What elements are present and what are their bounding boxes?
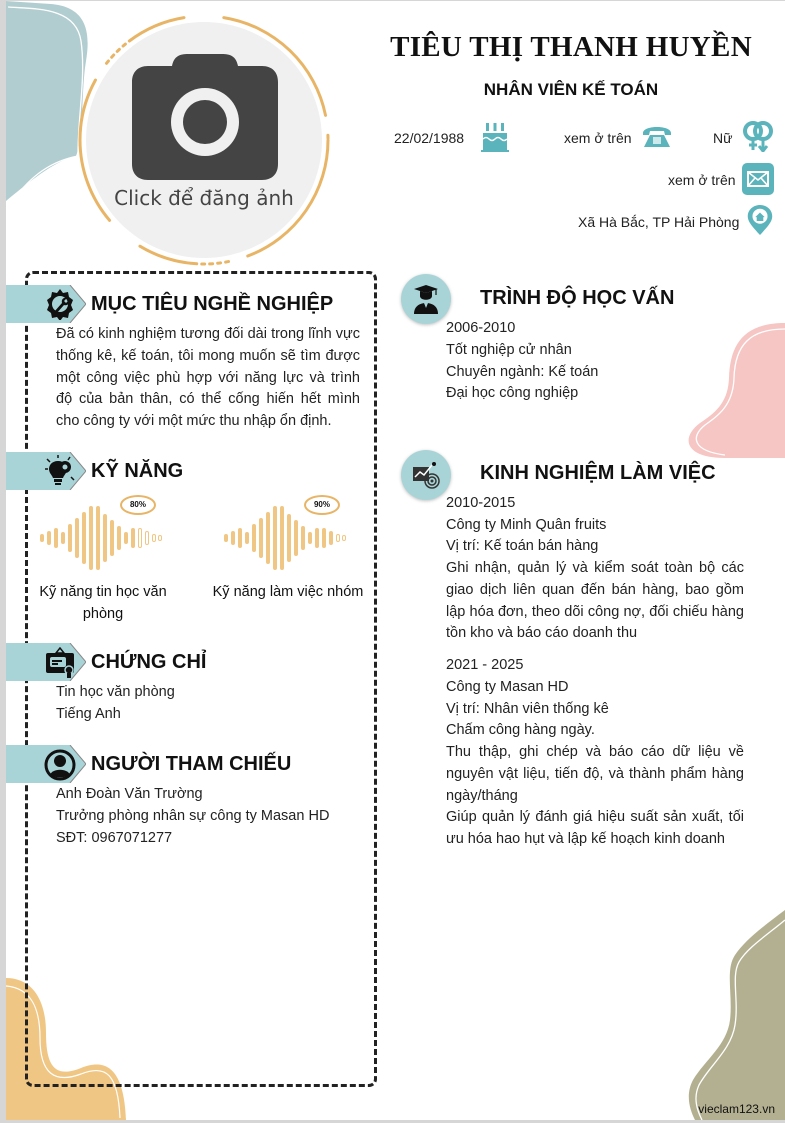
skill-percent-badge: 90% — [304, 495, 340, 515]
email-icon — [742, 163, 774, 195]
camera-icon — [132, 52, 278, 180]
upload-photo-button[interactable] — [86, 22, 322, 258]
job-position: Vị trí: Kế toán bán hàng — [446, 538, 599, 554]
reference-line: SĐT: 0967071277 — [56, 830, 173, 846]
education-icon-badge — [401, 274, 451, 324]
job-detail: Thu thập, ghi chép và báo cáo dữ liệu về nguyên vật liệu, tiến độ, và thành phẩm hàng ngày/tháng — [446, 744, 744, 804]
business-chart-icon — [412, 461, 440, 489]
certificate-icon — [44, 647, 76, 679]
section-title-experience: KINH NGHIỆM LÀM VIỆC — [480, 462, 716, 484]
certificate-item: Tin học văn phòng — [56, 684, 175, 700]
section-title-certificates: CHỨNG CHỈ — [91, 651, 207, 673]
skills-lightbulb-icon — [44, 455, 76, 487]
location-icon — [744, 204, 776, 236]
section-title-objective: MỤC TIÊU NGHỀ NGHIỆP — [91, 293, 334, 315]
email-value: xem ở trên — [668, 172, 736, 188]
cv-page — [6, 1, 785, 1120]
job-period: 2021 - 2025 — [446, 657, 524, 673]
education-line: Chuyên ngành: Kế toán — [446, 364, 599, 380]
skill-level-waveform — [40, 506, 162, 570]
skill-name: Kỹ năng làm việc nhóm — [212, 584, 364, 600]
reference-person-icon — [44, 749, 76, 781]
address-value: Xã Hà Bắc, TP Hải Phòng — [578, 214, 740, 230]
section-title-education: TRÌNH ĐỘ HỌC VẤN — [480, 287, 675, 309]
watermark: vieclam123.vn — [698, 1102, 775, 1116]
career-objective-icon — [44, 288, 76, 320]
job-title: NHÂN VIÊN KẾ TOÁN — [483, 80, 659, 99]
skill-percent-badge: 80% — [120, 495, 156, 515]
job-company: Công ty Minh Quân fruits — [446, 517, 607, 533]
cake-icon — [479, 121, 511, 153]
photo-caption: Click để đăng ảnh — [114, 186, 294, 210]
candidate-name: TIÊU THỊ THANH HUYỀN — [390, 31, 752, 63]
decor-blob-pink — [685, 323, 785, 458]
education-line: Đại học công nghiệp — [446, 385, 579, 401]
education-line: 2006-2010 — [446, 320, 516, 336]
job-detail: Chấm công hàng ngày. — [446, 722, 595, 738]
reference-line: Trưởng phòng nhân sự công ty Masan HD — [56, 808, 330, 824]
section-title-references: NGƯỜI THAM CHIẾU — [91, 753, 292, 775]
gender-icon — [742, 120, 774, 152]
reference-line: Anh Đoàn Văn Trường — [56, 786, 203, 802]
skill-name: Kỹ năng tin học văn phòng — [39, 584, 167, 622]
experience-icon-badge — [401, 450, 451, 500]
skill-level-waveform — [224, 506, 346, 570]
job-position: Vị trí: Nhân viên thống kê — [446, 701, 609, 717]
education-line: Tốt nghiệp cử nhân — [446, 342, 572, 358]
gender-value: Nữ — [713, 130, 733, 146]
certificate-item: Tiếng Anh — [56, 706, 121, 722]
phone-icon — [641, 121, 673, 153]
job-period: 2010-2015 — [446, 495, 516, 511]
phone-value: xem ở trên — [564, 130, 632, 146]
job-detail: Giúp quản lý đánh giá hiệu suất sản xuất, tối ưu hóa hao hụt và lập kế hoạch kinh doanh — [446, 809, 744, 847]
job-company: Công ty Masan HD — [446, 679, 569, 695]
section-title-skills: KỸ NĂNG — [91, 460, 184, 482]
objective-text: Đã có kinh nghiệm tương đối dài trong lĩnh vực thống kê, kế toán, tôi mong muốn sẽ tìm được một công việc phù hợp với năng lực và trình độ của bản thân, có thể cống hiến hết mình cho công ty với một mức thu nhập ổn định. — [56, 326, 360, 430]
birthday-value: 22/02/1988 — [394, 130, 465, 146]
job-detail: Ghi nhận, quản lý và kiểm soát toàn bộ các giao dịch liên quan đến bán hàng, bao gồm lập hóa đơn, theo dõi công nợ, đối chiếu hàng tồn kho và báo cáo doanh thu — [446, 560, 744, 642]
decor-blob-sage — [685, 910, 785, 1120]
graduate-icon — [412, 284, 440, 314]
